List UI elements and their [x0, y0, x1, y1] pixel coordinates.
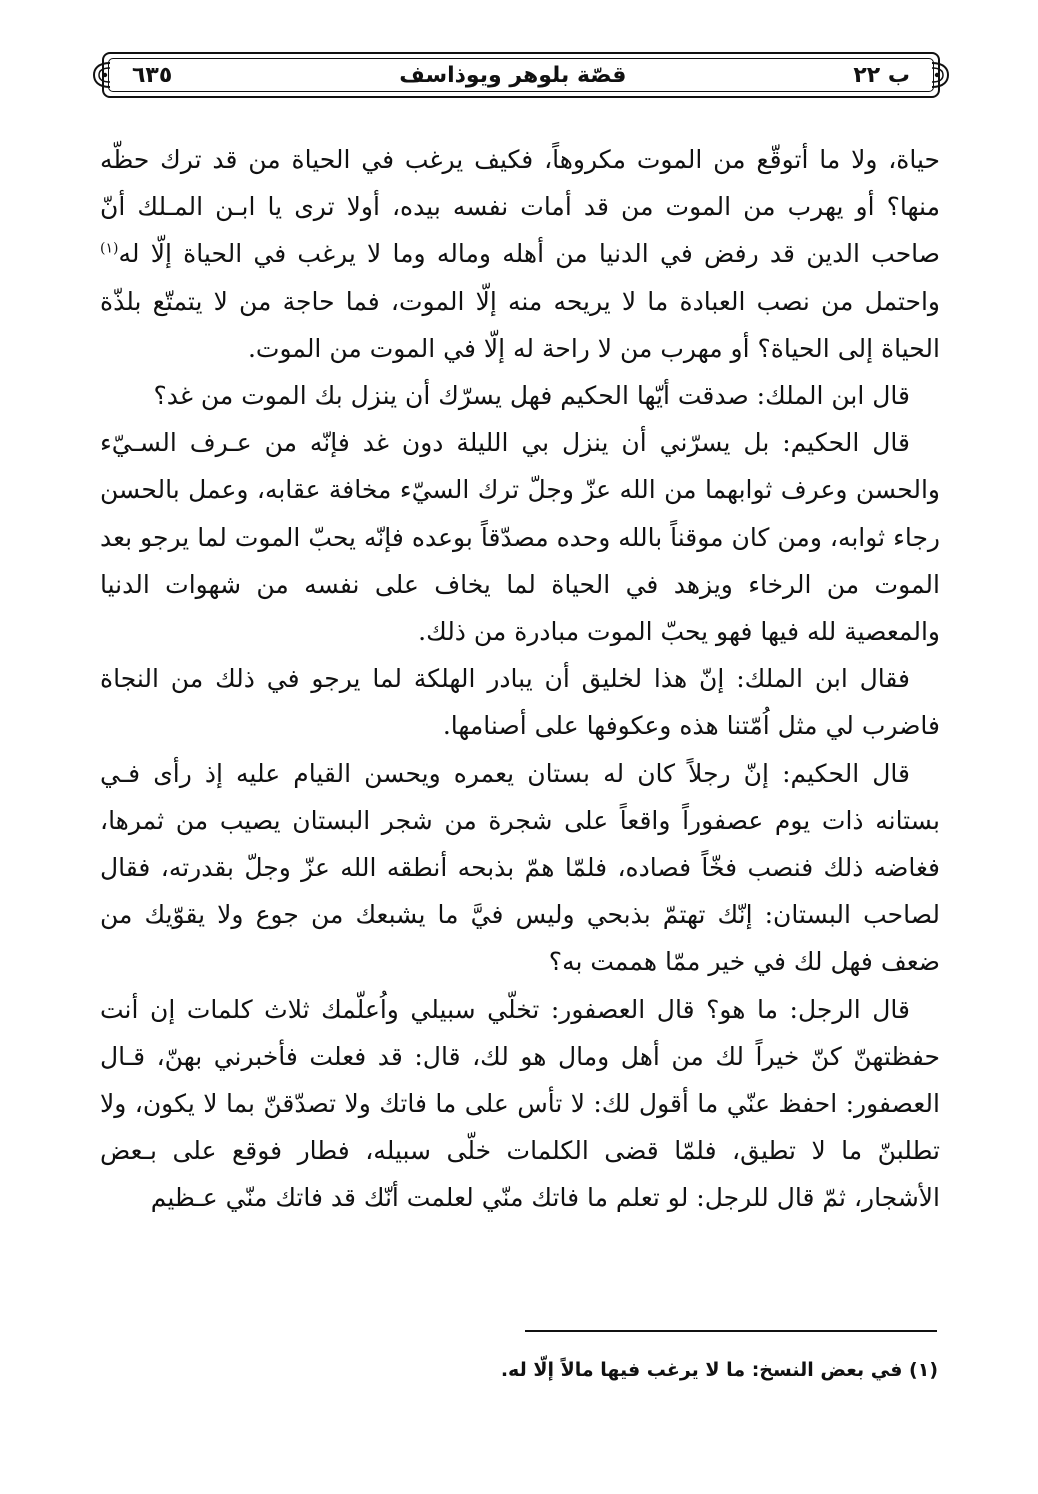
paragraph: قال الحكيم: إنّ رجلاً كان له بستان يعمره ويحسن القيام عليه إذ رأى فـي بستانه ذات يوم عصفوراً واقعاً على شجرة من شجر البستان يصيب من ثمرها، فغاضه ذلك فنصب فخّاً فصاده، فلمّا همّ بذبحه أنطقه الله عزّ وجلّ بقدرته، فقال لصاحب البستان: إنّك تهتمّ بذبحي وليس فيَّ ما يشبعك من جوع ولا يقوّيك من ضعف فهل لك في خير ممّا هممت به؟ [100, 758, 940, 977]
main-text [100, 136, 940, 1222]
paragraph: قال الحكيم: بل يسرّني أن ينزل بي الليلة دون غد فإنّه من عـرف السـيّء والحسن وعرف ثوابهما من الله عزّ وجلّ ترك السيّء مخافة عقابه، وعمل بالحسن رجاء ثوابه، ومن كان موقناً بالله وحده مصدّقاً بوعده فإنّه يحبّ الموت لما يرجو بعد الموت من الرخاء ويزهد في الحياة لما يخاف على نفسه من شهوات الدنيا والمعصية لله فيها فهو يحبّ الموت مبادرة من ذلك. [100, 428, 940, 647]
ornament-left-icon [92, 61, 112, 89]
page-number: ٦٣٥ [132, 62, 173, 88]
running-header [102, 52, 940, 98]
paragraph: حياة، ولا ما أتوقّع من الموت مكروهاً، فكيف يرغب في الحياة من قد ترك حظّه منها؟ أو يهرب من الموت من قد أمات نفسه بيده، أولا ترى يا ابـن المـلك أنّ صاحب الدين قد رفض في الدنيا من أهله وماله وما لا يرغب في الحياة إلّا له$^{(١)}$ واحتمل من نصب العبادة ما لا يريحه منه إلّا الموت، فما حاجة من لا يتمتّع بلذّة الحياة إلى الحياة؟ أو مهرب من لا راحة له إلّا في الموت من الموت. [100, 145, 940, 363]
chapter-label: ب ٢٢ [853, 62, 910, 88]
book-title: قصّة بلوهر ويوذاسف [399, 62, 627, 88]
footnote-reference: (١) [100, 241, 119, 258]
ornament-right-icon [930, 61, 950, 89]
footnote-divider [525, 1330, 937, 1332]
paragraph: قال ابن الملك: صدقت أيّها الحكيم فهل يسرّك أن ينزل بك الموت من غد؟ [153, 381, 910, 411]
footnote: (١) في بعض النسخ: ما لا يرغب فيها مالاً إلّا له. [500, 1359, 938, 1381]
paragraph: فقال ابن الملك: إنّ هذا لخليق أن يبادر الهلكة لما يرجو في ذلك من النجاة فاضرب لي مثل اُمّتنا هذه وعكوفها على أصنامها. [100, 664, 940, 741]
paragraph: قال الرجل: ما هو؟ قال العصفور: تخلّي سبيلي واُعلّمك ثلاث كلمات إن أنت حفظتهنّ كنّ خيراً لك من أهل ومال هو لك، قال: قد فعلت فأخبرني بهنّ، قـال العصفور: احفظ عنّي ما أقول لك: لا تأس على ما فاتك ولا تصدّقنّ بما لا يكون، ولا تطلبنّ ما لا تطيق، فلمّا قضى الكلمات خلّى سبيله، فطار فوقع على بـعض الأشجار، ثمّ قال للرجل: لو تعلم ما فاتك منّي لعلمت أنّك قد فاتك منّي عـظيم [100, 994, 940, 1213]
